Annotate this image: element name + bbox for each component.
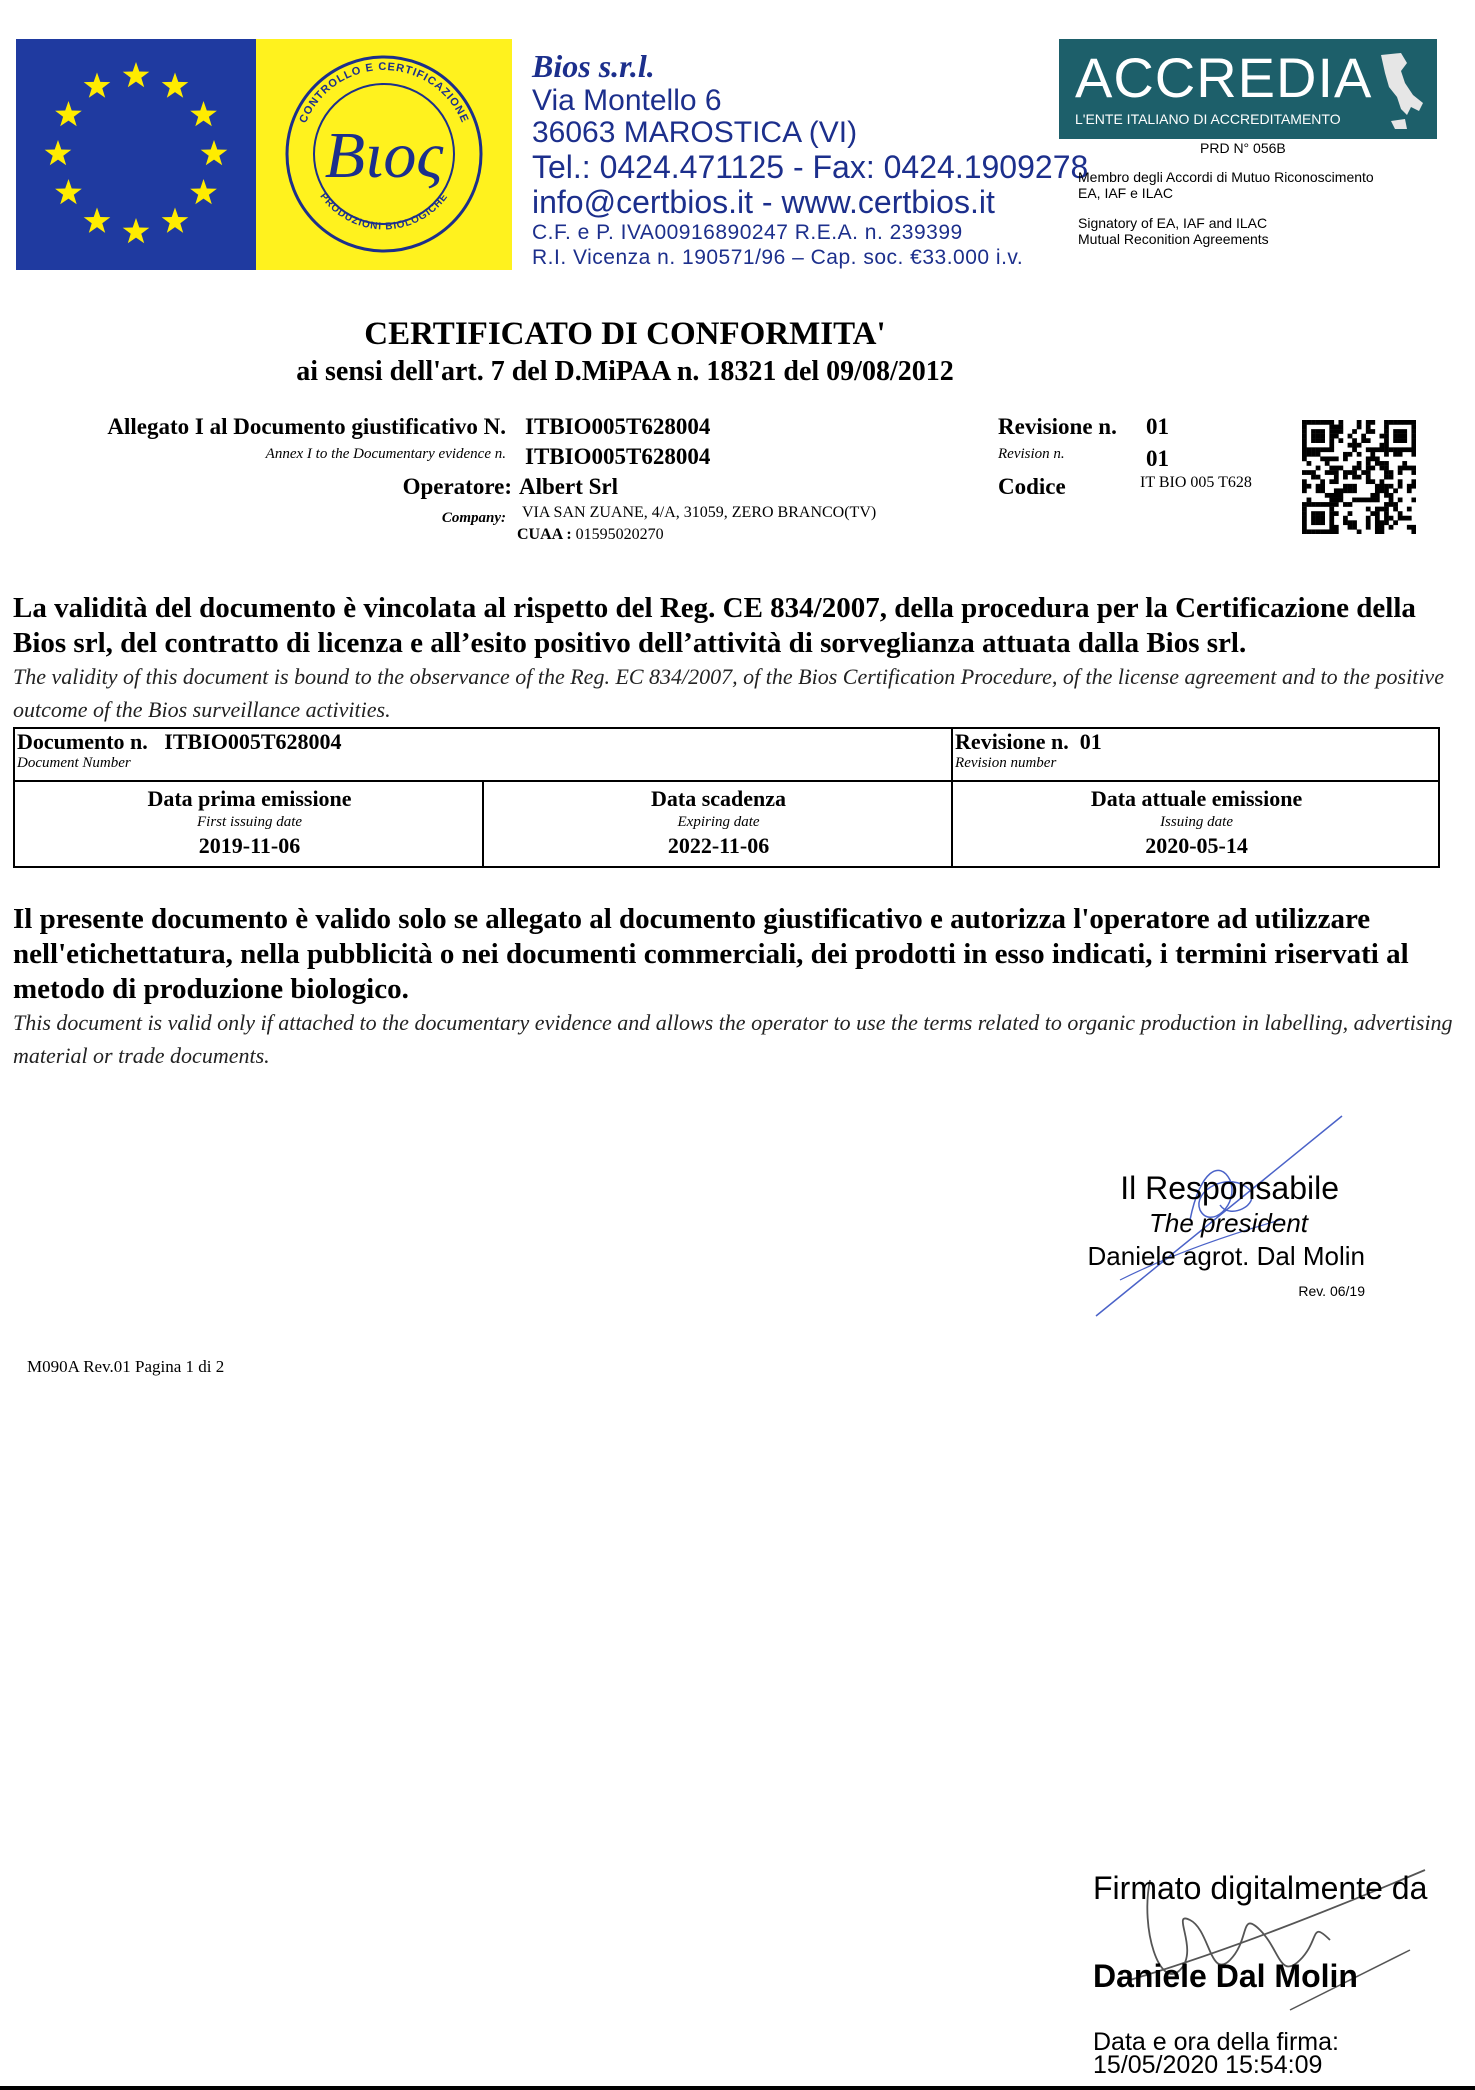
footer-form-code: M090A Rev.01 Pagina 1 di 2 xyxy=(27,1357,225,1376)
digital-signature-name: Daniele Dal Molin xyxy=(1093,1958,1358,1994)
expiry-value: 2022-11-06 xyxy=(667,833,770,858)
accredia-logo xyxy=(1059,39,1437,139)
company-address-line1: Via Montello 6 xyxy=(532,84,722,117)
current-issue-value: 2020-05-14 xyxy=(1145,833,1248,858)
expiry-label-en: Expiring date xyxy=(677,814,760,830)
digital-signature-date-value: 15/05/2020 15:54:09 xyxy=(1093,2051,1323,2079)
company-address-line2: 36063 MAROSTICA (VI) xyxy=(532,116,858,149)
accredia-signatory-line2: Mutual Reconition Agreements xyxy=(1078,231,1269,247)
certificate-title: CERTIFICATO DI CONFORMITA' xyxy=(364,316,886,352)
expiry-label: Data scadenza xyxy=(651,786,787,811)
qr-code xyxy=(1302,420,1416,534)
annex-label-en: Annex I to the Documentary evidence n. xyxy=(265,446,506,462)
accredia-tagline: L'ENTE ITALIANO DI ACCREDITAMENTO xyxy=(1075,111,1341,127)
revision-cell xyxy=(952,728,1439,781)
revision-value-en: 01 xyxy=(1146,446,1169,471)
table-revision-label: Revisione n. xyxy=(955,729,1069,754)
first-issue-label-en: First issuing date xyxy=(197,814,303,830)
validity-statement-en: The validity of this document is bound to the observance of the Reg. EC 834/2007, of the Bios Certification Procedure, of the license agreement and to the positive outcome of the Bios surveillance activities. xyxy=(13,664,1444,722)
operator-address: VIA SAN ZUANE, 4/A, 31059, ZERO BRANCO(TV) xyxy=(522,504,877,521)
accredia-prd: PRD N° 056B xyxy=(1200,140,1286,156)
italy-map-icon xyxy=(1371,49,1427,133)
doc-number-label-en: Document Number xyxy=(17,755,131,771)
doc-number-label: Documento n. xyxy=(17,729,148,754)
svg-text:CONTROLLO E CERTIFICAZIONE: CONTROLLO E CERTIFICAZIONE xyxy=(297,60,471,125)
digital-signature-label: Firmato digitalmente da xyxy=(1093,1870,1428,1906)
table-revision-value: 01 xyxy=(1079,729,1102,754)
code-value: IT BIO 005 T628 xyxy=(1140,474,1252,491)
expiry-cell xyxy=(483,781,952,867)
validity-statement-it: La validità del documento è vincolata al rispetto del Reg. CE 834/2007, della procedura per la Certificazione della Bios srl, del contratto di licenza e all’esito positivo dell’attività di sorveglianza attuata dalla Bios srl. xyxy=(13,592,1416,659)
revision-value: 01 xyxy=(1146,414,1169,439)
revision-label: Revisione n. xyxy=(998,414,1117,439)
table-revision-line xyxy=(955,729,1438,755)
svg-text:Bιoς: Bιoς xyxy=(324,119,444,192)
cuaa-label: CUAA : xyxy=(517,526,572,543)
company-tax-info: C.F. e P. IVA00916890247 R.E.A. n. 239399 xyxy=(532,221,963,244)
annex-label: Allegato I al Documento giustificativo N. xyxy=(107,414,506,439)
doc-number-cell xyxy=(14,728,952,781)
company-name: Bios s.r.l. xyxy=(532,48,655,84)
accredia-wordmark: ACCREDIA xyxy=(1075,46,1373,109)
table-revision-label-en: Revision number xyxy=(955,755,1057,771)
operator-value: Albert Srl xyxy=(519,474,619,499)
table-row xyxy=(14,728,1439,781)
table-row xyxy=(14,781,1439,867)
revision-label-en: Revision n. xyxy=(998,446,1065,462)
company-email-web: info@certbios.it - www.certbios.it xyxy=(532,184,995,220)
signatory-role-it: Il Responsabile xyxy=(1120,1170,1339,1206)
annex-value-en: ITBIO005T628004 xyxy=(525,444,711,469)
accredia-signatory-line1: Signatory of EA, IAF and ILAC xyxy=(1078,215,1268,231)
bottom-rule xyxy=(0,2086,1475,2090)
first-issue-value: 2019-11-06 xyxy=(198,833,301,858)
digital-signature-date-label: Data e ora della firma: xyxy=(1093,2028,1339,2056)
operator-label: Operatore: xyxy=(402,474,512,499)
certificate-subtitle: ai sensi dell'art. 7 del D.MiPAA n. 18321 del 09/08/2012 xyxy=(296,356,954,387)
signature-rev: Rev. 06/19 xyxy=(1298,1283,1365,1299)
bios-logo xyxy=(256,39,512,270)
eu-stars-icon xyxy=(16,39,256,270)
usage-statement-en: This document is valid only if attached to the documentary evidence and allows the operator to use the terms related to organic production in labelling, advertising material or trade documents. xyxy=(13,1010,1453,1068)
annex-value: ITBIO005T628004 xyxy=(525,414,711,439)
company-label: Company: xyxy=(441,510,506,526)
document-info-table xyxy=(13,727,1440,868)
doc-number-line xyxy=(17,729,951,755)
current-issue-label: Data attuale emissione xyxy=(1090,786,1303,811)
usage-statement-it: Il presente documento è valido solo se allegato al documento giustificativo e autorizza l'operatore ad utilizzare nell'etichettatura, nella pubblicità o nei documenti commerciali, dei prodotti in esso indicati, i termini riservati al metodo di produzione biologico. xyxy=(13,903,1409,1005)
company-phone-fax: Tel.: 0424.471125 - Fax: 0424.1909278 xyxy=(532,149,1089,185)
signatory-role-en: The president xyxy=(1149,1208,1308,1238)
code-label: Codice xyxy=(998,474,1066,499)
cuaa-value: 01595020270 xyxy=(575,526,664,543)
doc-number-value: ITBIO005T628004 xyxy=(164,729,342,754)
cuaa-row xyxy=(517,526,664,544)
eu-flag-logo xyxy=(16,39,256,270)
bios-seal-icon xyxy=(256,39,512,270)
svg-text:PRODUZIONI BIOLOGICHE: PRODUZIONI BIOLOGICHE xyxy=(317,191,451,233)
company-registry-info: R.I. Vicenza n. 190571/96 – Cap. soc. €33.000 i.v. xyxy=(532,246,1024,269)
signatory-name: Daniele agrot. Dal Molin xyxy=(1087,1241,1365,1271)
first-issue-label: Data prima emissione xyxy=(147,786,352,811)
first-issue-cell xyxy=(14,781,483,867)
accredia-member-line2: EA, IAF e ILAC xyxy=(1078,185,1173,201)
current-issue-cell xyxy=(952,781,1439,867)
accredia-member-line1: Membro degli Accordi di Mutuo Riconoscimento xyxy=(1078,169,1374,185)
qr-code-icon xyxy=(1302,420,1416,534)
current-issue-label-en: Issuing date xyxy=(1160,814,1233,830)
